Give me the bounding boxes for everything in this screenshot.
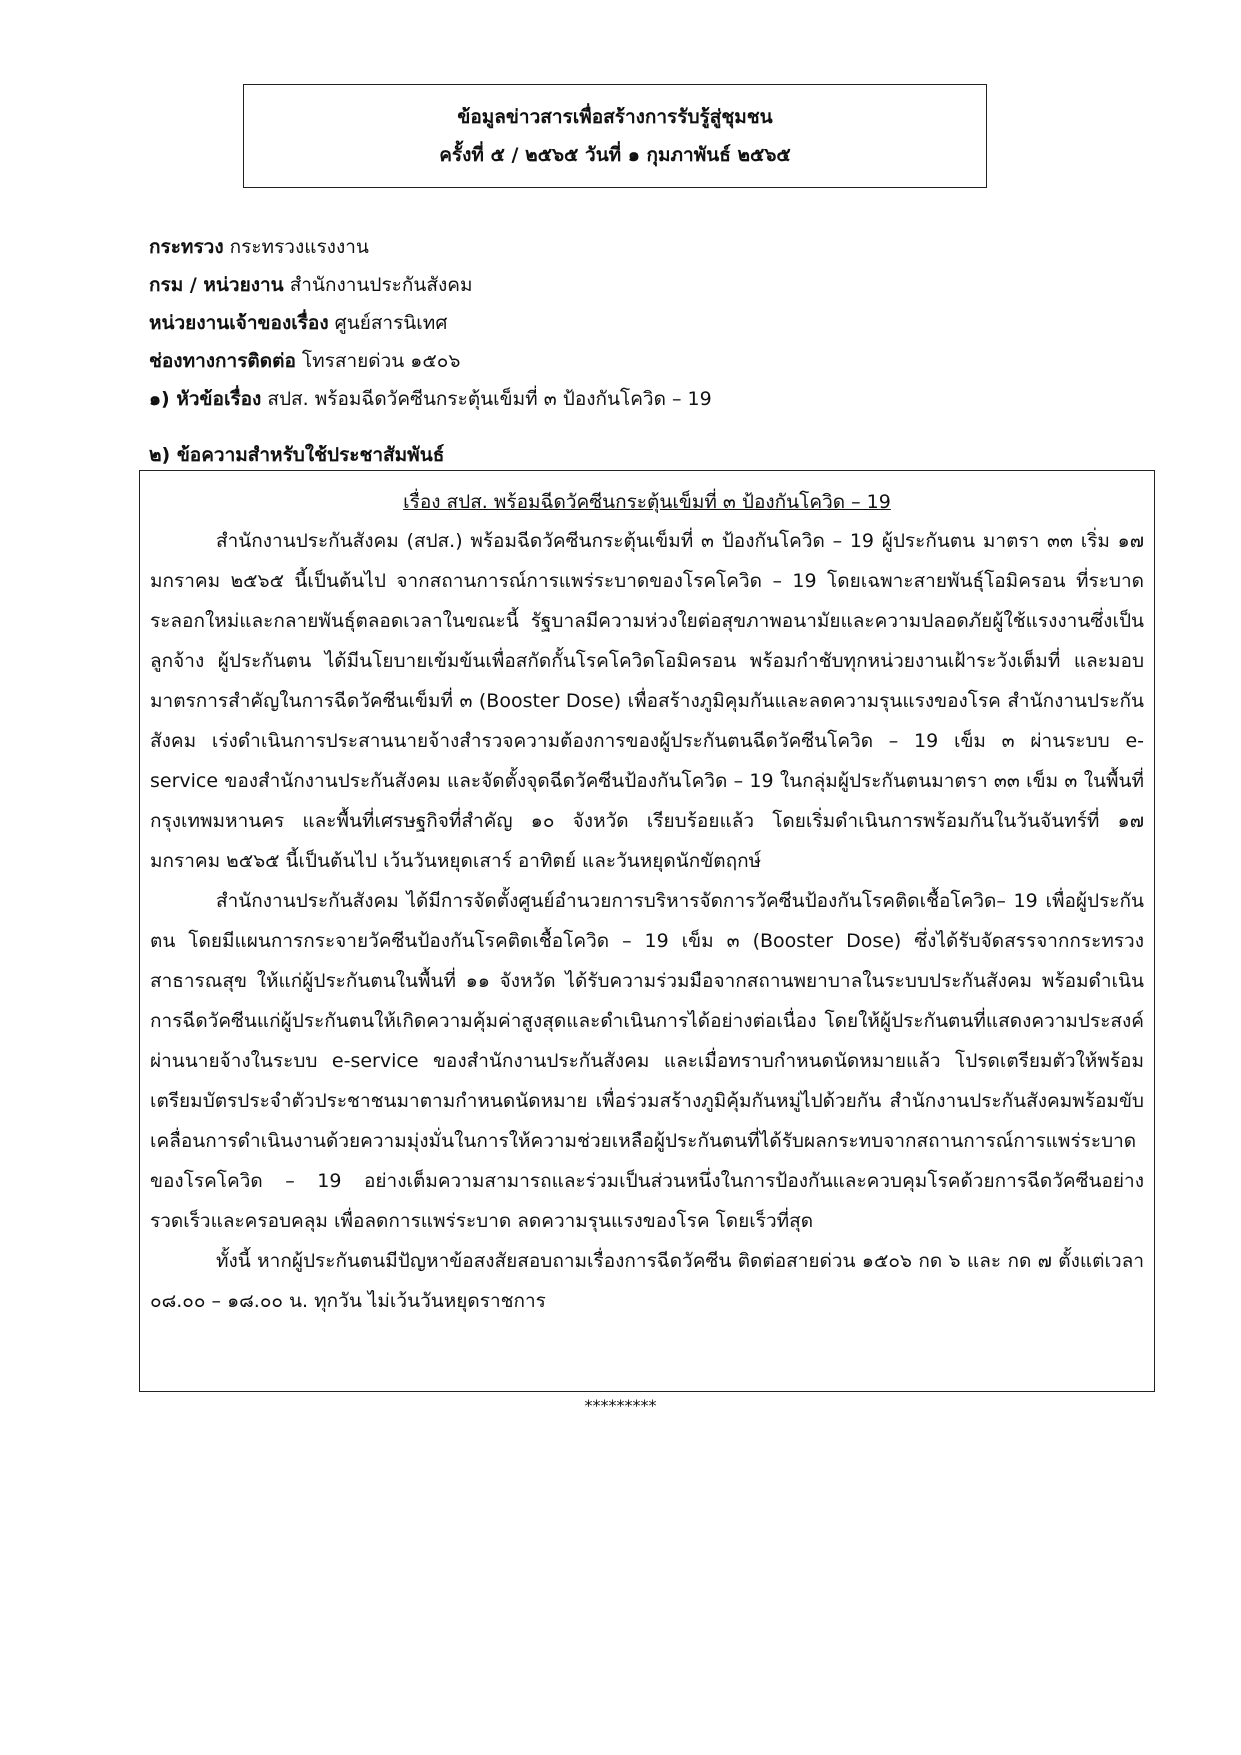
department-label: กรม / หน่วยงาน [149, 274, 284, 296]
ministry-line [149, 228, 1109, 266]
contact-label: ช่องทางการติดต่อ [149, 350, 296, 372]
paragraph-1: สำนักงานประกันสังคม (สปส.) พร้อมฉีดวัคซีนกระตุ้นเข็มที่ ๓ ป้องกันโควิด – 19 ผู้ประกันตน มาตรา ๓๓ เริ่ม ๑๗ มกราคม ๒๕๖๕ นี้เป็นต้นไป จากสถานการณ์การแพร่ระบาดของโรคโควิด – 19 โดยเฉพาะสายพันธุ์โอมิครอน ที่ระบาดระลอกใหม่และกลายพันธุ์ตลอดเวลาในขณะนี้ รัฐบาลมีความห่วงใยต่อสุขภาพอนามัยและความปลอดภัยผู้ใช้แรงงานซึ่งเป็นลูกจ้าง ผู้ประกันตน ได้มีนโยบายเข้มข้นเพื่อสกัดกั้นโรคโควิดโอมิครอน พร้อมกำชับทุกหน่วยงานเฝ้าระวังเต็มที่ และมอบมาตรการสำคัญในการฉีดวัคซีนเข็มที่ ๓ (Booster Dose) เพื่อสร้างภูมิคุมกันและลดความรุนแรงของโรค สำนักงานประกันสังคม เร่งดำเนินการประสานนายจ้างสำรวจความต้องการของผู้ประกันตนฉีดวัคซีนโควิด – 19 เข็ม ๓ ผ่านระบบ e-service ของสำนักงานประกันสังคม และจัดตั้งจุดฉีดวัคซีนป้องกันโควิด – 19 ในกลุ่มผู้ประกันตนมาตรา ๓๓ เข็ม ๓ ในพื้นที่กรุงเทพมหานคร และพื้นที่เศรษฐกิจที่สำคัญ ๑๐ จังหวัด เรียบร้อยแล้ว โดยเริ่มดำเนินการพร้อมกันในวันจันทร์ที่ ๑๗ มกราคม ๒๕๖๕ นี้เป็นต้นไป เว้นวันหยุดเสาร์ อาทิตย์ และวันหยุดนักขัตฤกษ์ [150, 530, 1144, 872]
owner-value: ศูนย์สารนิเทศ [334, 312, 448, 334]
press-release-title: เรื่อง สปส. พร้อมฉีดวัคซีนกระตุ้นเข็มที่ ๓ ป้องกันโควิด – 19 [403, 491, 891, 513]
end-mark: ********* [584, 1396, 657, 1415]
owner-label: หน่วยงานเจ้าของเรื่อง [149, 312, 329, 334]
document-title-box [243, 84, 987, 188]
paragraph-2: สำนักงานประกันสังคม ได้มีการจัดตั้งศูนย์อำนวยการบริหารจัดการวัคซีนป้องกันโรคติดเชื้อโควิด– 19 เพื่อผู้ประกันตน โดยมีแผนการกระจายวัคซีนป้องกันโรคติดเชื้อโควิด – 19 เข็ม ๓ (Booster Dose) ซึ่งได้รับจัดสรรจากกระทรวงสาธารณสุข ให้แก่ผู้ประกันตนในพื้นที่ ๑๑ จังหวัด ได้รับความร่วมมือจากสถานพยาบาลในระบบประกันสังคม พร้อมดำเนินการฉีดวัคซีนแก่ผู้ประกันตนให้เกิดความคุ้มค่าสูงสุดและดำเนินการได้อย่างต่อเนื่อง โดยให้ผู้ประกันตนที่แสดงความประสงค์ผ่านนายจ้างในระบบ e-service ของสำนักงานประกันสังคม และเมื่อทราบกำหนดนัดหมายแล้ว โปรดเตรียมตัวให้พร้อม เตรียมบัตรประจำตัวประชาชนมาตามกำหนดนัดหมาย เพื่อร่วมสร้างภูมิคุ้มกันหมู่ไปด้วยกัน สำนักงานประกันสังคมพร้อมขับเคลื่อนการดำเนินงานด้วยความมุ่งมั่นในการให้ความช่วยเหลือผู้ประกันตนที่ได้รับผลกระทบจากสถานการณ์การแพร่ระบาดของโรคโควิด – 19 อย่างเต็มความสามารถและร่วมเป็นส่วนหนึ่งในการป้องกันและควบคุมโรคด้วยการฉีดวัคซีนอย่างรวดเร็วและครอบคลุม เพื่อลดการแพร่ระบาด ลดความรุนแรงของโรค โดยเร็วที่สุด [150, 890, 1144, 1232]
subject-label: ๑) หัวข้อเรื่อง [149, 388, 262, 410]
document-title: ข้อมูลข่าวสารเพื่อสร้างการรับรู้สู่ชุมชน [457, 106, 773, 128]
press-release-box [139, 470, 1155, 1392]
section2-heading: ๒) ข้อความสำหรับใช้ประชาสัมพันธ์ [149, 444, 445, 466]
subject-value: สปส. พร้อมฉีดวัคซีนกระตุ้นเข็มที่ ๓ ป้องกันโควิด – 19 [267, 388, 712, 410]
department-line [149, 266, 1109, 304]
ministry-value: กระทรวงแรงงาน [229, 236, 369, 258]
subject-line [149, 380, 1109, 418]
owner-line [149, 304, 1109, 342]
contact-line [149, 342, 1109, 380]
paragraph-3: ทั้งนี้ หากผู้ประกันตนมีปัญหาข้อสงสัยสอบถามเรื่องการฉีดวัคซีน ติดต่อสายด่วน ๑๕๐๖ กด ๖ และ กด ๗ ตั้งแต่เวลา ๐๘.๐๐ – ๑๘.๐๐ น. ทุกวัน ไม่เว้นวันหยุดราชการ [150, 1250, 1144, 1312]
ministry-label: กระทรวง [149, 236, 224, 258]
document-issue-date: ครั้งที่ ๕ / ๒๕๖๕ วันที่ ๑ กุมภาพันธ์ ๒๕๖๕ [439, 144, 791, 166]
contact-value: โทรสายด่วน ๑๕๐๖ [301, 350, 461, 372]
document-meta [149, 228, 1109, 418]
department-value: สำนักงานประกันสังคม [289, 274, 473, 296]
